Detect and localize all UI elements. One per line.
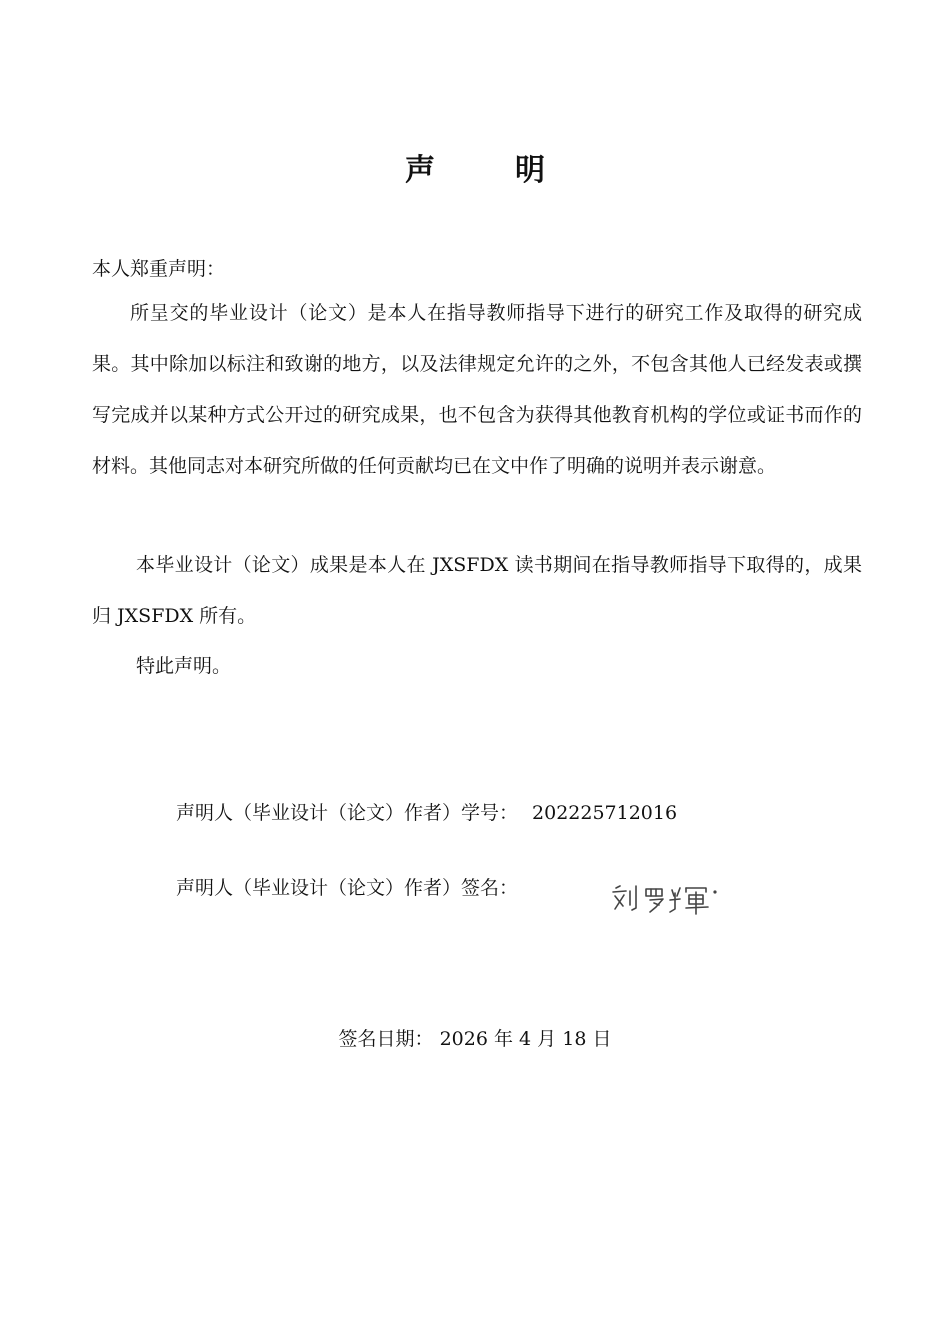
date-year-unit: 年 [493, 1028, 513, 1050]
declarant-id-value: 202225712016 [532, 802, 678, 824]
date-year: 2026 [439, 1028, 488, 1050]
declarant-id-line [176, 798, 677, 828]
declarant-id-label: 声明人（毕业设计（论文）作者）学号： [176, 802, 519, 824]
handwritten-signature [610, 878, 725, 918]
intro-text: 本人郑重声明： [92, 258, 226, 280]
paragraph-closing: 特此声明。 [136, 655, 232, 677]
signature-date-line [0, 1024, 950, 1054]
title-char-left: 声 [405, 153, 435, 188]
page-title [0, 145, 950, 189]
declarant-signature-label: 声明人（毕业设计（论文）作者）签名： [176, 877, 519, 899]
date-label: 签名日期： [338, 1028, 434, 1050]
declarant-signature-line [176, 873, 518, 903]
paragraph-originality: 所呈交的毕业设计（论文）是本人在指导教师指导下进行的研究工作及取得的研究成果。其中除加以标注和致谢的地方，以及法律规定允许的之外，不包含其他人已经发表或撰写完成并以某种方式公开过的研究成果，也不包含为获得其他教育机构的学位或证书而作的材料。其他同志对本研究所做的任何贡献均已在文中作了明确的说明并表示谢意。 [92, 302, 862, 477]
paragraph-ownership: 本毕业设计（论文）成果是本人在 JXSFDX 读书期间在指导教师指导下取得的，成果归 JXSFDX 所有。 [92, 554, 862, 627]
date-month: 4 [519, 1028, 532, 1050]
date-month-unit: 月 [537, 1028, 557, 1050]
date-day: 18 [562, 1028, 587, 1050]
title-char-right: 明 [515, 153, 545, 188]
date-day-unit: 日 [592, 1028, 612, 1050]
